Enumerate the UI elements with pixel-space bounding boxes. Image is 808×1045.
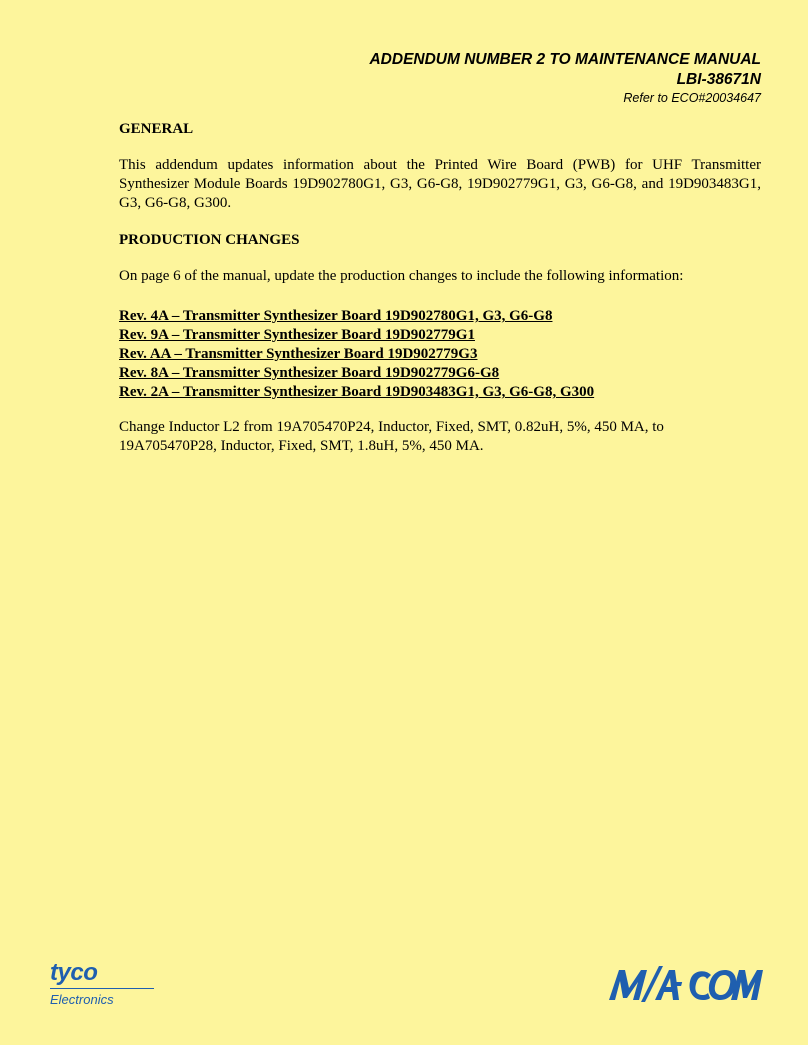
logo-divider bbox=[50, 988, 154, 989]
production-changes-heading: PRODUCTION CHANGES bbox=[119, 232, 300, 248]
document-header bbox=[369, 50, 761, 106]
macom-logo-graphic bbox=[607, 964, 763, 1004]
document-body bbox=[119, 120, 761, 456]
general-heading: GENERAL bbox=[119, 121, 194, 137]
production-changes-intro: On page 6 of the manual, update the production changes to include the following information: bbox=[119, 268, 684, 284]
tyco-subtitle: Electronics bbox=[50, 992, 114, 1007]
revision-item: Rev. 9A – Transmitter Synthesizer Board 19D902779G1 bbox=[119, 327, 475, 343]
change-note: Change Inductor L2 from 19A705470P24, Inductor, Fixed, SMT, 0.82uH, 5%, 450 MA, to 19A705470P28, Inductor, Fixed, SMT, 1.8uH, 5%, 450 MA. bbox=[119, 419, 664, 454]
addendum-title: ADDENDUM NUMBER 2 TO MAINTENANCE MANUAL bbox=[369, 51, 761, 68]
document-number: LBI-38671N bbox=[676, 71, 761, 88]
revision-item: Rev. 2A – Transmitter Synthesizer Board 19D903483G1, G3, G6-G8, G300 bbox=[119, 384, 595, 400]
general-paragraph: This addendum updates information about the Printed Wire Board (PWB) for UHF Transmitter Synthesizer Module Boards 19D902780G1, G3, G6-G8, 19D902779G1, G3, G6-G8, and 19D903483G1, G3, G6-G8, G300. bbox=[119, 157, 761, 211]
revision-item: Rev. 4A – Transmitter Synthesizer Board 19D902780G1, G3, G6-G8 bbox=[119, 308, 553, 324]
revision-item: Rev. 8A – Transmitter Synthesizer Board 19D902779G6-G8 bbox=[119, 365, 500, 381]
macom-logo bbox=[607, 964, 763, 1009]
tyco-electronics-logo bbox=[50, 960, 160, 1007]
tyco-wordmark: tyco bbox=[50, 959, 98, 986]
eco-reference: Refer to ECO#20034647 bbox=[623, 91, 761, 105]
revision-item: Rev. AA – Transmitter Synthesizer Board 19D902779G3 bbox=[119, 346, 478, 362]
